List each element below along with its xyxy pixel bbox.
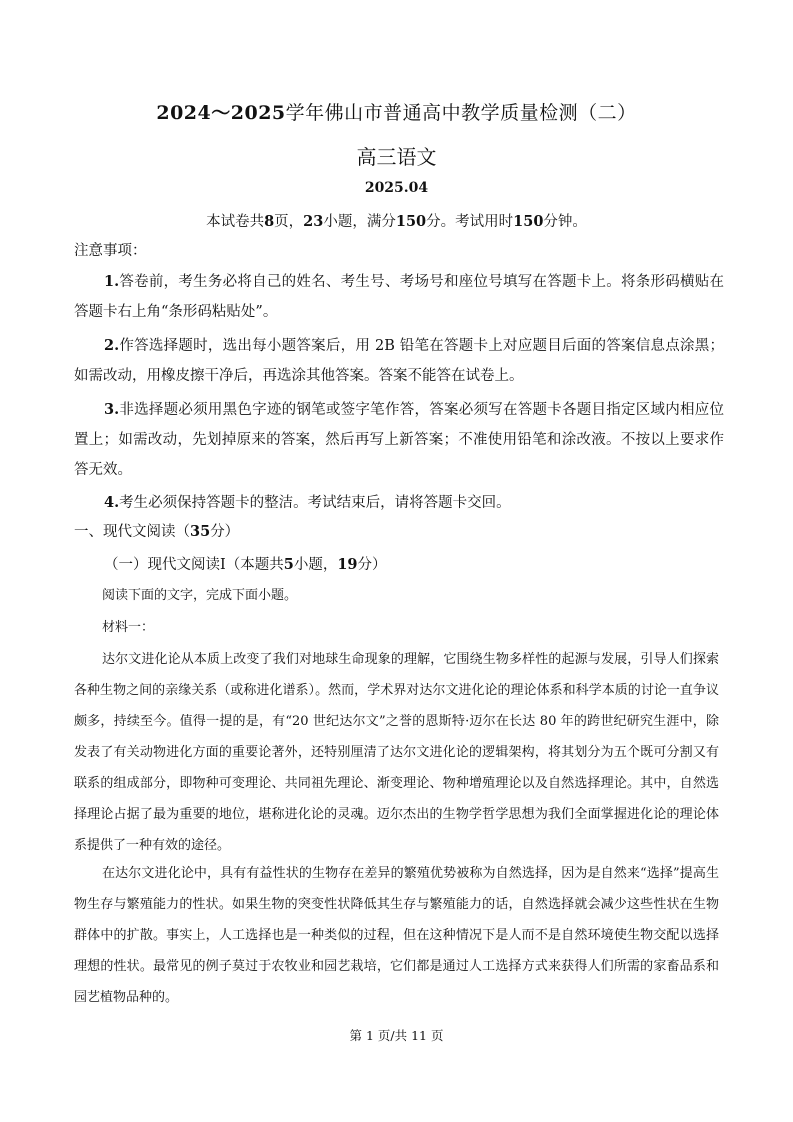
notice-item (74, 331, 724, 391)
subsection-heading-text: 分） (357, 557, 387, 573)
notice-item-text: 考生必须保持答题卡的整洁。考试结束后，请将答题卡交回。 (119, 495, 511, 511)
title-year-end: 2025 (230, 102, 286, 124)
exam-info-text: 页， (274, 214, 304, 230)
notice-item-text: 作答选择题时，选出每小题答案后，用 2B 铅笔在答题卡上对应题目后面的答案信息点涂黑；如需改动，用橡皮擦干净后，再选涂其他答案。答案不能答在试卷上。 (74, 338, 724, 384)
exam-info-text: 小题，满分 (323, 214, 396, 230)
exam-info (0, 210, 793, 231)
footer-text: 页 (431, 1028, 444, 1043)
exam-date: 2025.04 (364, 180, 429, 196)
footer-page-number: 1 (365, 1028, 374, 1043)
subsection-heading-text: 小题， (293, 557, 338, 573)
exam-info-pages: 8 (264, 213, 275, 230)
footer-text: 页/共 (377, 1028, 408, 1043)
title-year-start: 2024 (156, 102, 212, 124)
page-footer (0, 1026, 793, 1044)
exam-info-text: 本试卷共 (206, 214, 265, 230)
notice-item-number: 2. (104, 337, 120, 354)
notice-item-number: 1. (104, 273, 120, 290)
body-paragraph: 在达尔文进化论中，具有有益性状的生物存在差异的繁殖优势被称为自然选择，因为是自然来“选择”提高生物生存与繁殖能力的性状。如果生物的突变性状降低其生存与繁殖能力的话，自然选择就会减少这些性状在生物群体中的扩散。事实上，人工选择也是一种类似的过程，但在这种情况下是人而不是自然环境使生物交配以选择理想的性状。最常见的例子莫过于农牧业和园艺栽培，它们都是通过人工选择方式来获得人们所需的家畜品系和园艺植物品种的。 (74, 866, 719, 1005)
body-paragraph: 达尔文进化论从本质上改变了我们对地球生命现象的理解，它围绕生物多样性的起源与发展，引导人们探索各种生物之间的亲缘关系（或称进化谱系）。然而，学术界对达尔文进化论的理论体系和科学本质的讨论一直争议颇多，持续至今。值得一提的是，有“20 世纪达尔文”之誉的恩斯特·迈尔在长达 80 年的跨世纪研究生涯中，除发表了有关动物进化方面的重要论著外，还特别厘清了达尔文进化论的逻辑架构，将其划分为五个既可分割又有联系的组成部分，即物种可变理论、共同祖先理论、渐变理论、物种增殖理论以及自然选择理论。其中，自然选择理论占据了最为重要的地位，堪称进化论的灵魂。迈尔杰出的生物学哲学思想为我们全面掌握进化论的理论体系提供了一种有效的途径。 (74, 652, 719, 853)
notice-item (74, 488, 724, 518)
notice-item-number: 4. (104, 494, 120, 511)
notice-heading: 注意事项： (74, 243, 147, 259)
material-label: 材料一： (102, 620, 155, 635)
section-score: 35 (190, 523, 211, 540)
exam-info-text: 分。考试用时 (426, 214, 514, 230)
notice-item-text: 答卷前，考生务必将自己的姓名、考生号、考场号和座位号填写在答题卡上。将条形码横贴在答题卡右上角“条形码粘贴处”。 (74, 274, 724, 320)
section-heading-text: 分） (210, 524, 240, 540)
title-tilde: ～ (211, 102, 231, 124)
section-heading (74, 520, 239, 541)
subsection-score: 19 (337, 556, 358, 573)
notice-item (74, 267, 724, 327)
subsection-heading (104, 553, 387, 574)
title-text: 学年佛山市普通高中教学质量检测（二） (285, 102, 637, 124)
section-heading-text: 一、现代文阅读（ (74, 524, 190, 540)
subsection-heading-text: （一）现代文阅读Ⅰ（本题共 (104, 557, 284, 573)
reading-instruction: 阅读下面的文字，完成下面小题。 (102, 588, 298, 603)
subsection-question-count: 5 (283, 556, 294, 573)
exam-info-minutes: 150 (513, 213, 544, 230)
notice-item (74, 395, 724, 485)
page-title (0, 98, 793, 125)
notice-item-number: 3. (104, 401, 120, 418)
footer-total-pages: 11 (411, 1028, 428, 1043)
exam-info-score: 150 (395, 213, 427, 230)
exam-info-text: 分钟。 (543, 214, 587, 230)
notice-item-text: 非选择题必须用黑色字迹的钢笔或签字笔作答，答案必须写在答题卡各题目指定区域内相应位置上；如需改动，先划掉原来的答案，然后再写上新答案；不准使用铅笔和涂改液。不按以上要求作答无效。 (74, 402, 724, 478)
exam-info-questions: 23 (303, 213, 324, 230)
footer-text: 第 (349, 1028, 362, 1043)
subject-title: 高三语文 (356, 145, 437, 169)
